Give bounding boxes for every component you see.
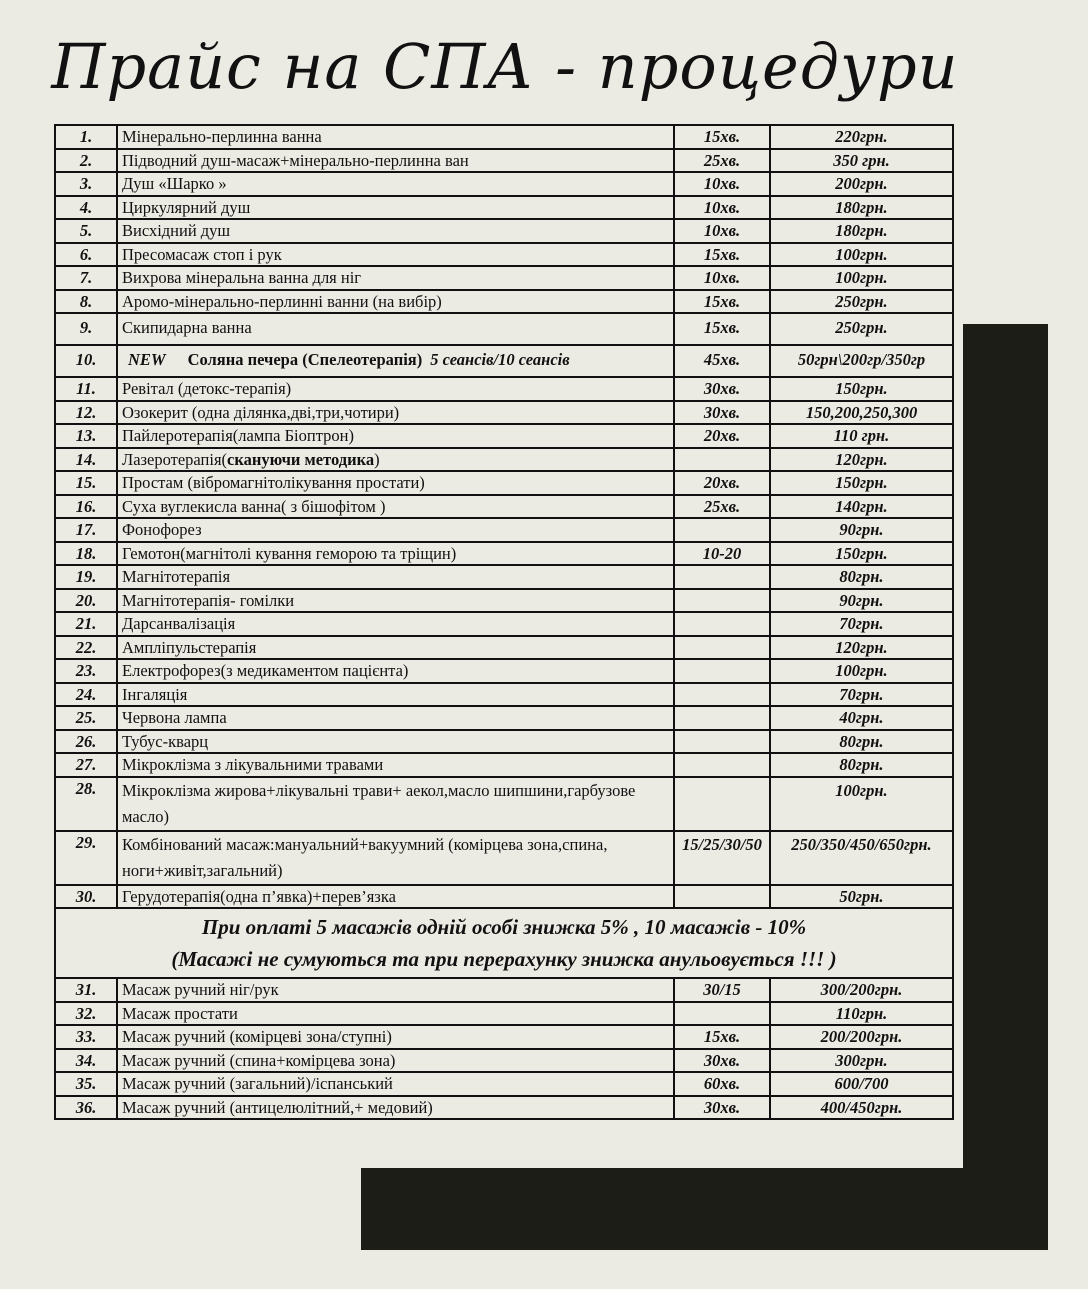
duration: 15хв. (674, 125, 770, 149)
price: 80грн. (770, 565, 953, 589)
row-number: 28. (55, 777, 117, 831)
procedure-name: Масаж ручний ніг/рук (117, 978, 674, 1002)
table-row (55, 149, 953, 173)
price: 180грн. (770, 196, 953, 220)
table-row (55, 377, 953, 401)
row-number: 11. (55, 377, 117, 401)
table-row (55, 1025, 953, 1049)
row-number: 22. (55, 636, 117, 660)
price: 150грн. (770, 542, 953, 566)
price: 200грн. (770, 172, 953, 196)
row-number: 21. (55, 612, 117, 636)
table-row (55, 345, 953, 377)
duration: 20хв. (674, 471, 770, 495)
procedure-name: Ревітал (детокс-терапія) (117, 377, 674, 401)
price: 40грн. (770, 706, 953, 730)
procedure-name: Вихрова мінеральна ванна для ніг (117, 266, 674, 290)
duration: 10хв. (674, 266, 770, 290)
row-number: 16. (55, 495, 117, 519)
price: 110грн. (770, 1002, 953, 1026)
table-row (55, 125, 953, 149)
price: 90грн. (770, 518, 953, 542)
table-row (55, 219, 953, 243)
duration: 25хв. (674, 495, 770, 519)
row-number: 4. (55, 196, 117, 220)
row-number: 30. (55, 885, 117, 909)
duration: 15хв. (674, 243, 770, 267)
procedure-name-text: Лазеротерапія( (122, 449, 228, 469)
duration: 15/25/30/50 (674, 831, 770, 885)
duration (674, 730, 770, 754)
row-number: 14. (55, 448, 117, 472)
table-row (55, 1049, 953, 1073)
price: 140грн. (770, 495, 953, 519)
price: 200/200грн. (770, 1025, 953, 1049)
row-number: 5. (55, 219, 117, 243)
procedure-name: Тубус-кварц (117, 730, 674, 754)
row-number: 2. (55, 149, 117, 173)
procedure-name: Масаж простати (117, 1002, 674, 1026)
row-number: 12. (55, 401, 117, 425)
duration: 30хв. (674, 401, 770, 425)
duration (674, 518, 770, 542)
table-row (55, 589, 953, 613)
duration: 30хв. (674, 1049, 770, 1073)
procedure-name: Інгаляція (117, 683, 674, 707)
duration: 15хв. (674, 290, 770, 314)
table-row (55, 518, 953, 542)
duration: 60хв. (674, 1072, 770, 1096)
table-row (55, 1072, 953, 1096)
row-number: 23. (55, 659, 117, 683)
table-row (55, 831, 953, 885)
table-row (55, 424, 953, 448)
procedure-name: Магнітотерапія (117, 565, 674, 589)
procedure-name: Гемотон(магнітолі кування геморою та тріщин) (117, 542, 674, 566)
procedure-name: Масаж ручний (антицелюлітний,+ медовий) (117, 1096, 674, 1120)
price: 70грн. (770, 612, 953, 636)
price-table (54, 124, 954, 1120)
row-number: 18. (55, 542, 117, 566)
duration: 10-20 (674, 542, 770, 566)
duration (674, 777, 770, 831)
procedure-name: Мінерально-перлинна ванна (117, 125, 674, 149)
row-number: 1. (55, 125, 117, 149)
price: 250грн. (770, 290, 953, 314)
procedure-name (117, 345, 674, 377)
table-row (55, 266, 953, 290)
procedure-name: Дарсанвалізація (117, 612, 674, 636)
duration (674, 565, 770, 589)
procedure-name: Комбінований масаж:мануальний+вакуумний (комірцева зона,спина, ноги+живіт,загальний) (117, 831, 674, 885)
page-title: Прайс на СПА - процедури (51, 30, 959, 103)
price: 250грн. (770, 313, 953, 345)
price: 100грн. (770, 777, 953, 831)
procedure-name: Магнітотерапія- гомілки (117, 589, 674, 613)
table-row (55, 542, 953, 566)
duration (674, 448, 770, 472)
procedure-name: Герудотерапія(одна п’явка)+перев’язка (117, 885, 674, 909)
price: 110 грн. (770, 424, 953, 448)
duration: 10хв. (674, 219, 770, 243)
duration (674, 1002, 770, 1026)
procedure-name (117, 448, 674, 472)
price: 100грн. (770, 659, 953, 683)
table-row (55, 706, 953, 730)
procedure-name: Ампліпульстерапія (117, 636, 674, 660)
duration: 30хв. (674, 377, 770, 401)
price: 250/350/450/650грн. (770, 831, 953, 885)
duration: 10хв. (674, 196, 770, 220)
row-number: 19. (55, 565, 117, 589)
table-row (55, 172, 953, 196)
duration (674, 885, 770, 909)
row-number: 7. (55, 266, 117, 290)
price: 150грн. (770, 377, 953, 401)
procedure-name: Масаж ручний (загальний)/іспанський (117, 1072, 674, 1096)
price: 300/200грн. (770, 978, 953, 1002)
price: 350 грн. (770, 149, 953, 173)
decorative-block-bottom (361, 1168, 1048, 1250)
procedure-name: Електрофорез(з медикаментом пацієнта) (117, 659, 674, 683)
row-number: 29. (55, 831, 117, 885)
price: 90грн. (770, 589, 953, 613)
duration: 10хв. (674, 172, 770, 196)
table-row (55, 1002, 953, 1026)
duration: 30/15 (674, 978, 770, 1002)
price: 120грн. (770, 636, 953, 660)
price: 80грн. (770, 730, 953, 754)
procedure-name: Аромо-мінерально-перлинні ванни (на вибір) (117, 290, 674, 314)
duration: 25хв. (674, 149, 770, 173)
procedure-name: Пресомасаж стоп і рук (117, 243, 674, 267)
duration (674, 683, 770, 707)
table-row (55, 777, 953, 831)
row-number: 31. (55, 978, 117, 1002)
procedure-name: Масаж ручний (спина+комірцева зона) (117, 1049, 674, 1073)
procedure-name: Висхідний душ (117, 219, 674, 243)
table-row (55, 243, 953, 267)
duration: 15хв. (674, 313, 770, 345)
table-row (55, 196, 953, 220)
duration (674, 659, 770, 683)
procedure-name: Душ «Шарко » (117, 172, 674, 196)
price: 180грн. (770, 219, 953, 243)
row-number: 33. (55, 1025, 117, 1049)
procedure-name: Червона лампа (117, 706, 674, 730)
discount-notice-row (55, 908, 953, 978)
table-row (55, 730, 953, 754)
duration: 20хв. (674, 424, 770, 448)
procedure-name: Простам (вібромагнітолікування простати) (117, 471, 674, 495)
procedure-name: Пайлеротерапія(лампа Біоптрон) (117, 424, 674, 448)
price: 100грн. (770, 266, 953, 290)
price: 300грн. (770, 1049, 953, 1073)
row-number: 6. (55, 243, 117, 267)
sessions-text: 5 сеансів/10 сеансів (430, 350, 570, 369)
discount-notice (55, 908, 953, 978)
table-row (55, 495, 953, 519)
procedure-name: Суха вуглекисла ванна( з бішофітом ) (117, 495, 674, 519)
procedure-name: Масаж ручний (комірцеві зона/ступні) (117, 1025, 674, 1049)
duration: 15хв. (674, 1025, 770, 1049)
duration (674, 612, 770, 636)
table-row (55, 1096, 953, 1120)
price: 50грн. (770, 885, 953, 909)
row-number: 15. (55, 471, 117, 495)
procedure-name: Озокерит (одна ділянка,дві,три,чотири) (117, 401, 674, 425)
closing-paren: ) (374, 449, 380, 469)
duration (674, 636, 770, 660)
row-number: 36. (55, 1096, 117, 1120)
table-row (55, 659, 953, 683)
price: 150грн. (770, 471, 953, 495)
row-number: 17. (55, 518, 117, 542)
duration (674, 753, 770, 777)
procedure-name: Підводний душ-масаж+мінерально-перлинна ван (117, 149, 674, 173)
row-number: 8. (55, 290, 117, 314)
new-badge: NEW (128, 350, 166, 369)
price: 400/450грн. (770, 1096, 953, 1120)
table-row (55, 753, 953, 777)
row-number: 27. (55, 753, 117, 777)
row-number: 9. (55, 313, 117, 345)
price-list (54, 124, 952, 1120)
price: 120грн. (770, 448, 953, 472)
procedure-name: Мікроклізма жирова+лікувальні трави+ аекол,масло шипшини,гарбузове масло) (117, 777, 674, 831)
table-row (55, 471, 953, 495)
price: 70грн. (770, 683, 953, 707)
table-row (55, 636, 953, 660)
table-row (55, 290, 953, 314)
price-table-body (55, 125, 953, 1119)
row-number: 35. (55, 1072, 117, 1096)
table-row (55, 885, 953, 909)
procedure-name: Скипидарна ванна (117, 313, 674, 345)
price: 150,200,250,300 (770, 401, 953, 425)
row-number: 34. (55, 1049, 117, 1073)
row-number: 24. (55, 683, 117, 707)
decorative-block-right (963, 324, 1048, 1250)
table-row (55, 448, 953, 472)
duration (674, 706, 770, 730)
table-row (55, 401, 953, 425)
procedure-name: Мікроклізма з лікувальними травами (117, 753, 674, 777)
row-number: 26. (55, 730, 117, 754)
row-number: 32. (55, 1002, 117, 1026)
table-row (55, 313, 953, 345)
procedure-name: Фонофорез (117, 518, 674, 542)
table-row (55, 978, 953, 1002)
price: 100грн. (770, 243, 953, 267)
procedure-name-text: Соляна печера (Спелеотерапія) (187, 350, 423, 369)
duration: 45хв. (674, 345, 770, 377)
row-number: 10. (55, 345, 117, 377)
table-row (55, 612, 953, 636)
discount-notice-line1: При оплаті 5 масажів одній особі знижка 5% , 10 масажів - 10% (201, 915, 807, 939)
row-number: 25. (55, 706, 117, 730)
method-text: скануючи методика (227, 449, 375, 469)
price: 220грн. (770, 125, 953, 149)
discount-notice-line2: (Масажі не сумуються та при перерахунку знижка анульовується !!! ) (171, 947, 837, 971)
row-number: 3. (55, 172, 117, 196)
duration (674, 589, 770, 613)
duration: 30хв. (674, 1096, 770, 1120)
row-number: 13. (55, 424, 117, 448)
price: 80грн. (770, 753, 953, 777)
row-number: 20. (55, 589, 117, 613)
price: 50грн\200гр/350гр (770, 345, 953, 377)
table-row (55, 683, 953, 707)
procedure-name: Циркулярний душ (117, 196, 674, 220)
price: 600/700 (770, 1072, 953, 1096)
table-row (55, 565, 953, 589)
